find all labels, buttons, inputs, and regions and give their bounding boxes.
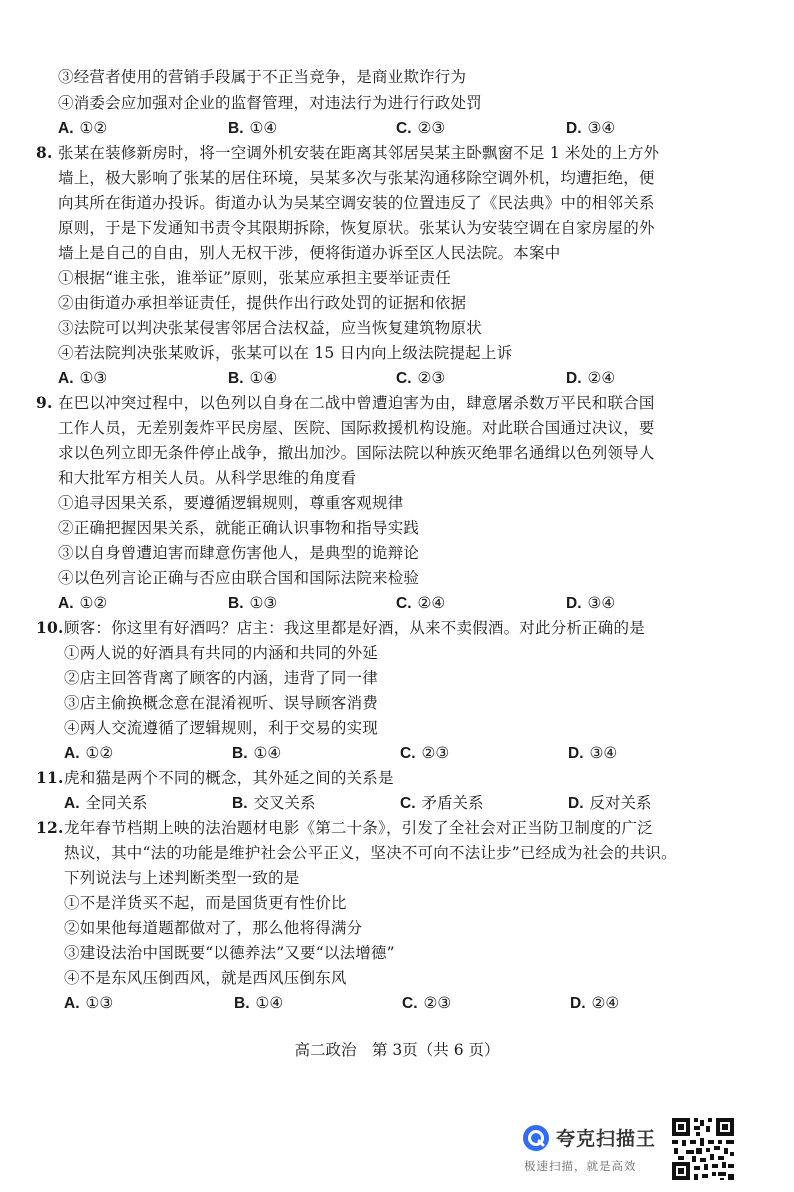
scanner-watermark (522, 1118, 672, 1178)
q11-option-a: A. 全同关系 (64, 794, 148, 812)
q12-item-4: ④不是东风压倒西风，就是西风压倒东风 (64, 969, 347, 987)
q8-number: 8. (36, 143, 53, 162)
q12-stem-line-3: 下列说法与上述判断类型一致的是 (64, 869, 300, 887)
q10-number: 10. (36, 618, 64, 637)
q9-stem-line-4: 和大批军方相关人员。从科学思维的角度看 (58, 469, 357, 487)
q12-item-2: ②如果他每道题都做对了，那么他将得满分 (64, 919, 363, 937)
q7-item-4: ④消委会应加强对企业的监督管理，对违法行为进行行政处罚 (58, 94, 482, 112)
q12-item-3: ③建设法治中国既要“以德养法”又要“以法增德” (64, 944, 395, 962)
q10-option-d: D. ③④ (568, 744, 618, 762)
q8-item-4: ④若法院判决张某败诉，张某可以在 15 日内向上级法院提起上诉 (58, 344, 513, 362)
q10-item-3: ③店主偷换概念意在混淆视听、误导顾客消费 (64, 694, 379, 712)
q12-stem-line-1: 龙年春节档期上映的法治题材电影《第二十条》，引发了全社会对正当防卫制度的广泛 (64, 819, 653, 837)
q8-stem-line-3: 向其所在街道办投诉。街道办认为吴某空调安装的位置违反了《民法典》中的相邻关系 (58, 194, 655, 212)
q8-stem-line-5: 墙上是自己的自由，别人无权干涉，便将街道办诉至区人民法院。本案中 (58, 244, 561, 262)
q10-option-b: B. ①④ (232, 744, 282, 762)
q9-item-3: ③以自身曾遭迫害而肆意伤害他人，是典型的诡辩论 (58, 544, 420, 562)
q12-options (64, 993, 744, 1013)
qr-code-icon (670, 1116, 736, 1182)
q11-stem: 虎和猫是两个不同的概念，其外延之间的关系是 (64, 769, 394, 787)
q10-option-a: A. ①② (64, 744, 114, 762)
q11-option-b: B. 交叉关系 (232, 794, 316, 812)
q12-item-1: ①不是洋货买不起，而是国货更有性价比 (64, 894, 347, 912)
brand-slogan: 极速扫描，就是高效 (524, 1159, 637, 1173)
q8-options (58, 368, 738, 388)
q12-option-c: C. ②③ (402, 994, 452, 1012)
q7-option-c: C. ②③ (396, 119, 446, 137)
brand-name: 夸克扫描王 (556, 1128, 657, 1150)
q8-option-d: D. ②④ (566, 369, 616, 387)
q12-option-d: D. ②④ (570, 994, 620, 1012)
q12-option-b: B. ①④ (234, 994, 284, 1012)
q8-stem-line-2: 墙上，极大影响了张某的居住环境，吴某多次与张某沟通移除空调外机，均遭拒绝，便 (58, 169, 655, 187)
q9-item-4: ④以色列言论正确与否应由联合国和国际法院来检验 (58, 569, 420, 587)
q10-item-1: ①两人说的好酒具有共同的内涵和共同的外延 (64, 644, 379, 662)
q10-item-2: ②店主回答背离了顾客的内涵，违背了同一律 (64, 669, 379, 687)
q7-options (58, 118, 738, 138)
q8-stem-line-1: 张某在装修新房时，将一空调外机安装在距离其邻居吴某主卧飘窗不足 1 米处的上方外 (58, 144, 660, 162)
q9-stem-line-1: 在巴以冲突过程中，以色列以自身在二战中曾遭迫害为由，肆意屠杀数万平民和联合国 (58, 394, 655, 412)
q11-option-c: C. 矛盾关系 (400, 794, 484, 812)
q11-options (64, 793, 744, 813)
q9-number: 9. (36, 393, 53, 412)
q8-item-3: ③法院可以判决张某侵害邻居合法权益，应当恢复建筑物原状 (58, 319, 482, 337)
q9-item-1: ①追寻因果关系，要遵循逻辑规则，尊重客观规律 (58, 494, 404, 512)
q9-options (58, 593, 738, 613)
q11-option-d: D. 反对关系 (568, 794, 652, 812)
q8-option-c: C. ②③ (396, 369, 446, 387)
q7-option-b: B. ①④ (228, 119, 278, 137)
q9-stem-line-3: 求以色列立即无条件停止战争，撤出加沙。国际法院以种族灭绝罪名通缉以色列领导人 (58, 444, 655, 462)
q8-stem-line-4: 原则，于是下发通知书责令其限期拆除，恢复原状。张某认为安装空调在自家房屋的外 (58, 219, 655, 237)
q7-option-a: A. ①② (58, 119, 108, 137)
quark-logo-icon (522, 1124, 550, 1152)
q9-option-d: D. ③④ (566, 594, 616, 612)
q10-item-4: ④两人交流遵循了逻辑规则，利于交易的实现 (64, 719, 379, 737)
q10-stem: 顾客：你这里有好酒吗？店主：我这里都是好酒，从来不卖假酒。对此分析正确的是 (64, 619, 645, 637)
page-footer: 高二政治 第 3页（共 6 页） (294, 1041, 500, 1059)
q8-option-a: A. ①③ (58, 369, 108, 387)
q10-options (64, 743, 744, 763)
q12-stem-line-2: 热议，其中“法的功能是维护社会公平正义，坚决不可向不法让步”已经成为社会的共识。 (64, 844, 677, 862)
q11-number: 11. (36, 768, 64, 787)
q8-option-b: B. ①④ (228, 369, 278, 387)
q7-item-3: ③经营者使用的营销手段属于不正当竞争，是商业欺诈行为 (58, 68, 467, 86)
q7-option-d: D. ③④ (566, 119, 616, 137)
q9-option-c: C. ②④ (396, 594, 446, 612)
q9-option-b: B. ①③ (228, 594, 278, 612)
q12-option-a: A. ①③ (64, 994, 114, 1012)
q8-item-2: ②由街道办承担举证责任，提供作出行政处罚的证据和依据 (58, 294, 467, 312)
q12-number: 12. (36, 818, 64, 837)
q9-option-a: A. ①② (58, 594, 108, 612)
q9-stem-line-2: 工作人员，无差别轰炸平民房屋、医院、国际救援机构设施。对此联合国通过决议，要 (58, 419, 655, 437)
q10-option-c: C. ②③ (400, 744, 450, 762)
q9-item-2: ②正确把握因果关系，就能正确认识事物和指导实践 (58, 519, 420, 537)
q8-item-1: ①根据“谁主张，谁举证”原则，张某应承担主要举证责任 (58, 269, 452, 287)
